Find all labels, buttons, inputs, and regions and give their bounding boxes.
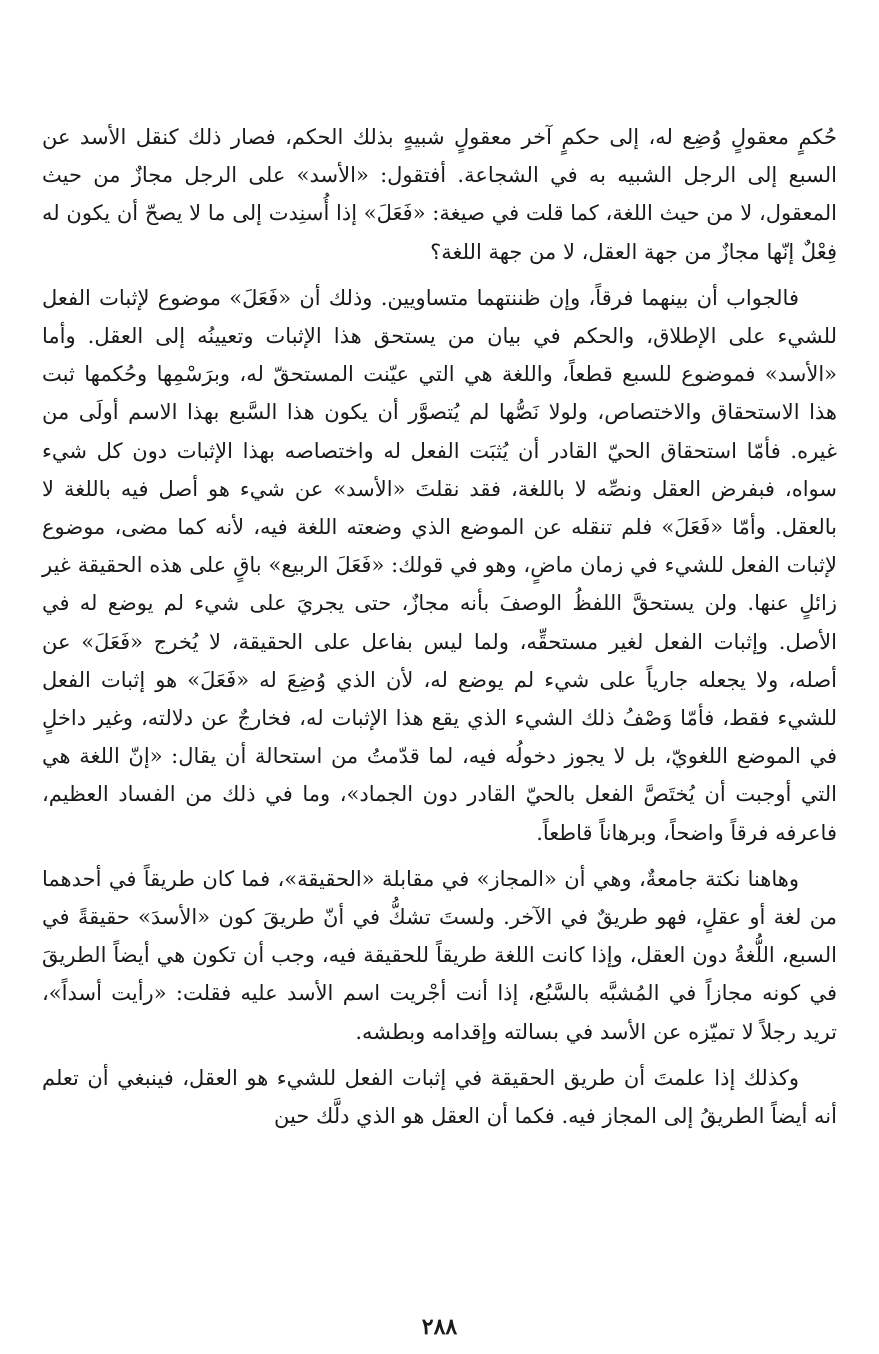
body-text — [42, 118, 837, 1135]
paragraph-3: وهاهنا نكتة جامعةٌ، وهي أن «المجاز» في مقابلة «الحقيقة»، فما كان طريقاً في أحدهما من لغة أو عقلٍ، فهو طريقٌ في الآخر. ولستَ تشكُّ في أنّ طريقَ كون «الأسدَ» حقيقةً في السبع، اللُّغةُ دون العقل، وإذا كانت اللغة طريقاً للحقيقة فيه، وجب أن تكون هي أيضاً الطريقَ في كونه مجازاً في المُشبَّه بالسَّبُع، إذا أنت أجْريت اسم الأسد عليه فقلت: «رأيت أسداً»، تريد رجلاً لا تميّزه عن الأسد في بسالته وإقدامه وبطشه. — [42, 866, 837, 1044]
paragraph-2: فالجواب أن بينهما فرقاً، وإن ظننتهما متساويين. وذلك أن «فَعَلَ» موضوع لإثبات الفعل للشيء على الإطلاق، والحكم في بيان من يستحق هذا الإثبات وتعيينُه إلى العقل. وأما «الأسد» فموضوع للسبع قطعاً، واللغة هي التي عيّنت المستحقّ له، وبرَسْمِها وحُكمها ثبت هذا الاستحقاق والاختصاص، ولولا نَصُّها لم يُتصوَّر أن يكون هذا السَّبع بهذا الاسم أولَى من غيره. فأمّا استحقاق الحيّ القادر أن يُثبَت الفعل له واختصاصه بهذا الإثبات دون كل شيء سواه، فبفرض العقل ونصِّه لا باللغة، فقد نقلتَ «الأسد» عن شيء هو أصل فيه باللغة لا بالعقل. وأمّا «فَعَلَ» فلم تنقله عن الموضع الذي وضعته اللغة فيه، لأنه كما مضى، موضوع لإثبات الفعل للشيء في زمان ماضٍ، وهو في قولك: «فَعَلَ الربيع» باقٍ على هذه الحقيقة غير زائلٍ عنها. ولن يستحقَّ اللفظُ الوصفَ بأنه مجازٌ، حتى يجريَ على شيء لم يوضع له في الأصل. وإثبات الفعل لغير مستحقِّه، ولما ليس بفاعل على الحقيقة، لا يُخرج «فَعَلَ» عن أصله، ولا يجعله جارياً على شيء لم يوضع له، لأن الذي وُضِعَ له «فَعَلَ» هو إثبات الفعل للشيء فقط، فأمّا وَصْفُ ذلك الشيء الذي يقع هذا الإثبات له، فخارجٌ عن دلالته، وغير داخلٍ في الموضع اللغويّ، بل لا يجوز دخولُه فيه، لما قدّمتُ من استحالة أن يقال: «إنّ اللغة هي التي أوجبت أن يُختَصَّ الفعل بالحيّ القادر دون الجماد»، وما في ذلك من الفساد العظيم، فاعرفه فرقاً واضحاً، وبرهاناً قاطعاً. — [42, 285, 837, 845]
paragraph-1: حُكمٍ معقولٍ وُضِع له، إلى حكمٍ آخر معقولٍ شبيهٍ بذلك الحكم، فصار ذلك كنقل الأسد عن السبع إلى الرجل الشبيه به في الشجاعة. أفتقول: «الأسد» على الرجل مجازٌ من حيث المعقول، لا من حيث اللغة، كما قلت في صيغة: «فَعَلَ» إذا أُسنِدت إلى ما لا يصحّ أن يكون له فِعْلٌ إنّها مجازٌ من جهة العقل، لا من جهة اللغة؟ — [42, 125, 837, 264]
paragraph-4: وكذلك إذا علمتَ أن طريق الحقيقة في إثبات الفعل للشيء هو العقل، فينبغي أن تعلم أنه أيضاً الطريقُ إلى المجاز فيه. فكما أن العقل هو الذي دلَّك حين — [42, 1065, 837, 1129]
page-number: ٢٨٨ — [421, 1314, 458, 1340]
